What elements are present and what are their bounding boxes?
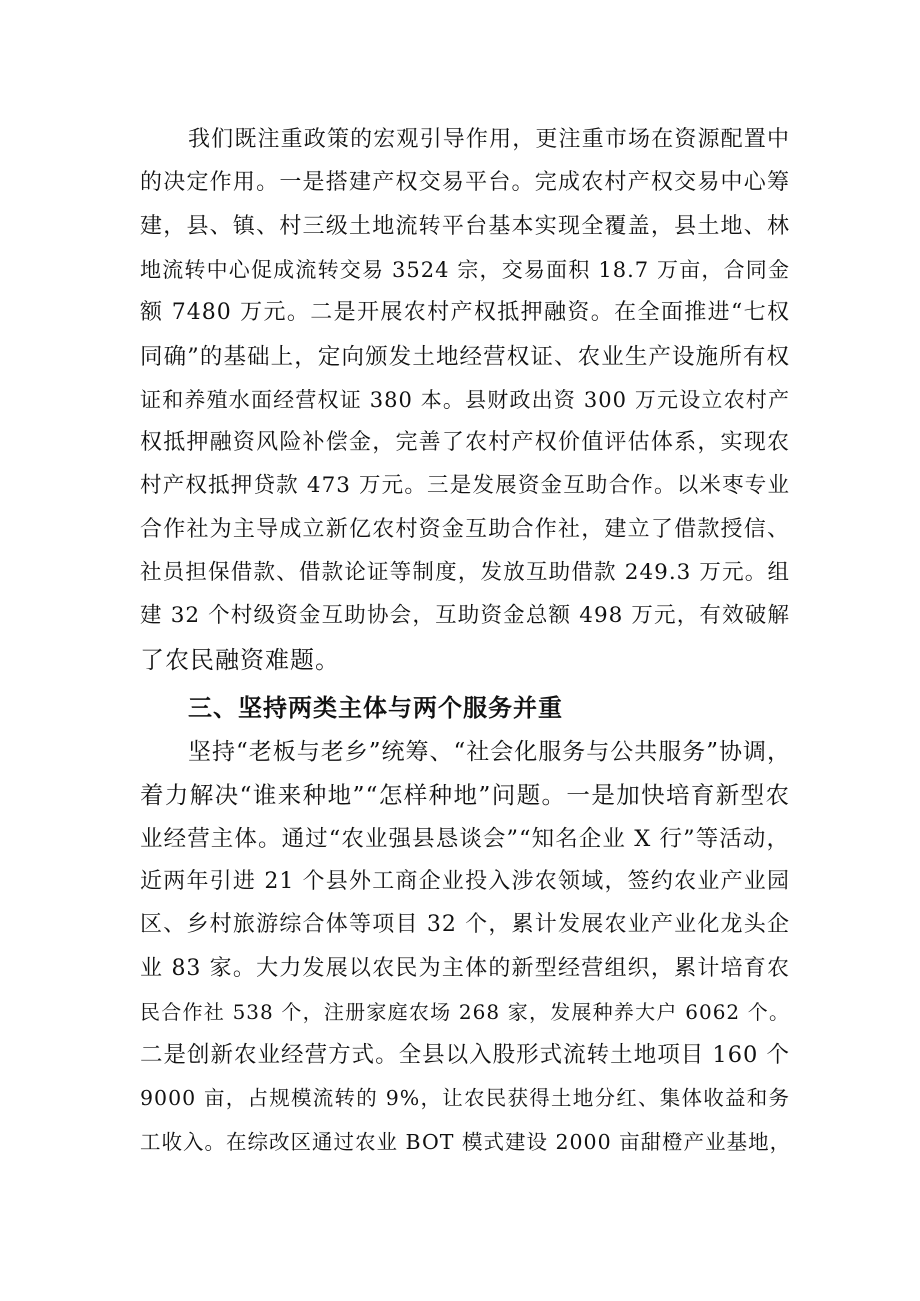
paragraph1-line-11: 社员担保借款、借款论证等制度，发放互助借款 249.3 万元。组 (140, 560, 790, 585)
paragraph2-line-5: 区、乡村旅游综合体等项目 32 个，累计发展农业产业化龙头企 (140, 912, 790, 937)
paragraph2-line-6: 业 83 家。大力发展以农民为主体的新型经营组织，累计培育农 (140, 956, 790, 981)
paragraph2-line-1: 坚持“老板与老乡”统筹、“社会化服务与公共服务”协调， (188, 739, 792, 765)
paragraph2-line-8: 二是创新农业经营方式。全县以入股形式流转土地项目 160 个 (140, 1042, 790, 1068)
paragraph1-line-12: 建 32 个村级资金互助协会，互助资金总额 498 万元，有效破解 (140, 603, 790, 628)
paragraph2-line-9: 9000 亩，占规模流转的 9%，让农民获得土地分红、集体收益和务 (140, 1086, 790, 1110)
paragraph2-line-4: 近两年引进 21 个县外工商企业投入涉农领域，签约农业产业园 (140, 869, 790, 894)
paragraph1-line-8: 权抵押融资风险补偿金，完善了农村产权价值评估体系，实现农 (140, 430, 790, 455)
paragraph1-line-5: 额 7480 万元。二是开展农村产权抵押融资。在全面推进“七权 (140, 300, 790, 325)
paragraph1-line-10: 合作社为主导成立新亿农村资金互助合作社，建立了借款授信、 (140, 517, 790, 542)
paragraph1-line-9: 村产权抵押贷款 473 万元。三是发展资金互助合作。以米枣专业 (140, 473, 790, 498)
paragraph1-line-4: 地流转中心促成流转交易 3524 宗，交易面积 18.7 万亩，合同金 (140, 258, 790, 282)
paragraph1-line-1: 我们既注重政策的宏观引导作用，更注重市场在资源配置中 (188, 127, 790, 152)
section-heading: 三、坚持两类主体与两个服务并重 (188, 694, 563, 722)
paragraph1-line-6: 同确”的基础上，定向颁发土地经营权证、农业生产设施所有权 (140, 344, 790, 370)
paragraph1-line-13: 了农民融资难题。 (140, 646, 340, 674)
paragraph2-line-10: 工收入。在综改区通过农业 BOT 模式建设 2000 亩甜橙产业基地， (140, 1130, 792, 1154)
paragraph1-line-2: 的决定作用。一是搭建产权交易平台。完成农村产权交易中心筹 (140, 170, 790, 195)
paragraph1-line-3: 建，县、镇、村三级土地流转平台基本实现全覆盖，县土地、林 (140, 214, 790, 239)
paragraph2-line-2: 着力解决“谁来种地”“怎样种地”问题。一是加快培育新型农 (140, 781, 790, 809)
paragraph1-line-7: 证和养殖水面经营权证 380 本。县财政出资 300 万元设立农村产 (140, 388, 790, 412)
paragraph2-line-3: 业经营主体。通过“农业强县恳谈会”“知名企业 X 行”等活动， (140, 826, 790, 852)
paragraph2-line-7: 民合作社 538 个，注册家庭农场 268 家，发展种养大户 6062 个。 (140, 1000, 790, 1024)
